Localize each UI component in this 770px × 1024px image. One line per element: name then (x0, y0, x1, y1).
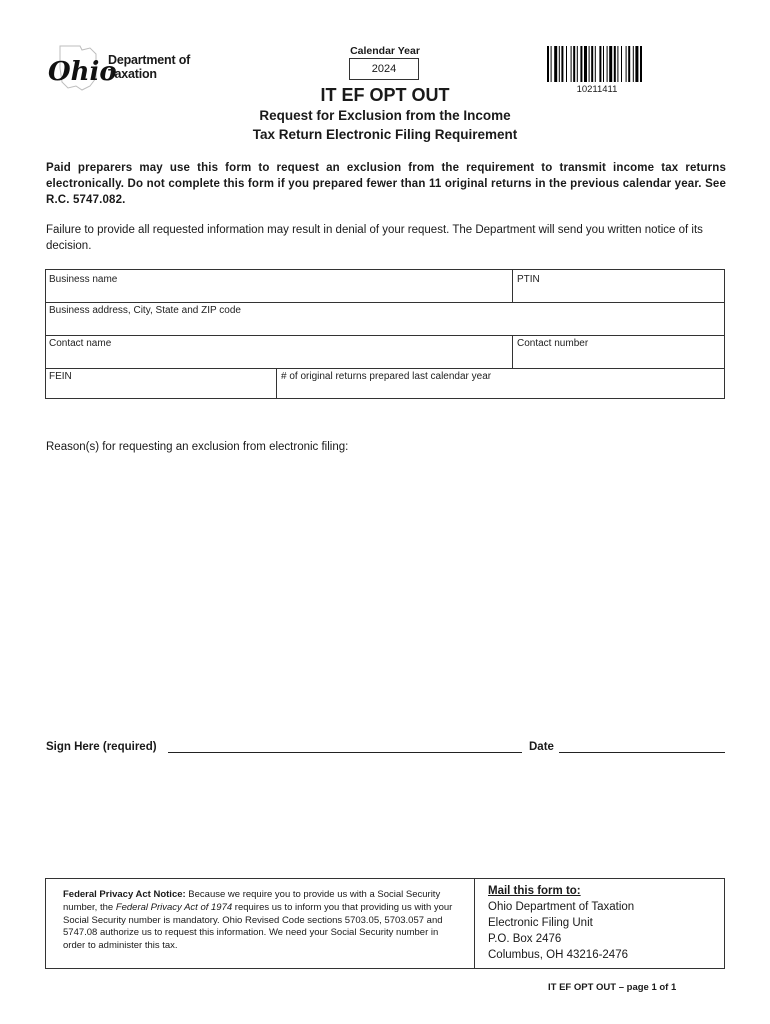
notice-box (45, 878, 725, 969)
privacy-act-name: Federal Privacy Act of 1974 (115, 901, 233, 913)
calendar-year-label: Calendar Year (350, 45, 420, 57)
contact-name-field[interactable]: Contact name (49, 338, 112, 349)
signature-line[interactable] (168, 752, 522, 753)
signature-label: Sign Here (required) (46, 741, 157, 753)
barcode (547, 46, 685, 82)
date-label: Date (529, 741, 554, 753)
privacy-notice: Federal Privacy Act Notice: Because we require you to provide us with a Social Security number, the Federal Privacy Act of 1974 requires us to inform you that providing us with your Social Security number is mandatory. Ohio Revised Code sections 5703.05, 5703.057 and 5747.08 authorize us to request this information. We need your Social Security number in order to administer this tax. (63, 889, 453, 952)
department-name: Department of Taxation (108, 53, 191, 81)
business-name-field[interactable]: Business name (49, 274, 118, 285)
svg-text:Ohio: Ohio (48, 57, 117, 87)
mail-title: Mail this form to: (488, 885, 581, 897)
form-subtitle: Request for Exclusion from the Income Tax Return Electronic Filing Requirement (252, 108, 518, 142)
mailing-address: Mail this form to: Ohio Department of Taxation Electronic Filing Unit P.O. Box 2476 Columbus, OH 43216-2476 (488, 885, 635, 961)
applicant-fields (45, 269, 725, 399)
privacy-notice-title: Federal Privacy Act Notice: (63, 889, 186, 900)
contact-number-field[interactable]: Contact number (517, 338, 589, 349)
original-returns-field[interactable]: # of original returns prepared last calendar year (281, 371, 492, 382)
fein-field[interactable]: FEIN (49, 371, 72, 382)
date-line[interactable] (559, 752, 725, 753)
instructions-bold: Paid preparers may use this form to request an exclusion from the requirement to transmit income tax returns electronically. Do not complete this form if you prepared fewer than 11 original returns in the previous calendar year. See R.C. 5747.082. (46, 162, 726, 206)
form-title: IT EF OPT OUT (320, 85, 450, 105)
instructions-note: Failure to provide all requested information may result in denial of your request. The Department will send you written notice of its decision. (46, 224, 703, 252)
ptin-field[interactable]: PTIN (517, 274, 540, 285)
calendar-year-field[interactable]: 2024 (349, 58, 419, 80)
reason-label: Reason(s) for requesting an exclusion from electronic filing: (46, 441, 349, 453)
page-footer: IT EF OPT OUT – page 1 of 1 (548, 982, 677, 993)
barcode-number: 10211411 (576, 84, 618, 95)
business-address-field[interactable]: Business address, City, State and ZIP code (49, 305, 241, 316)
